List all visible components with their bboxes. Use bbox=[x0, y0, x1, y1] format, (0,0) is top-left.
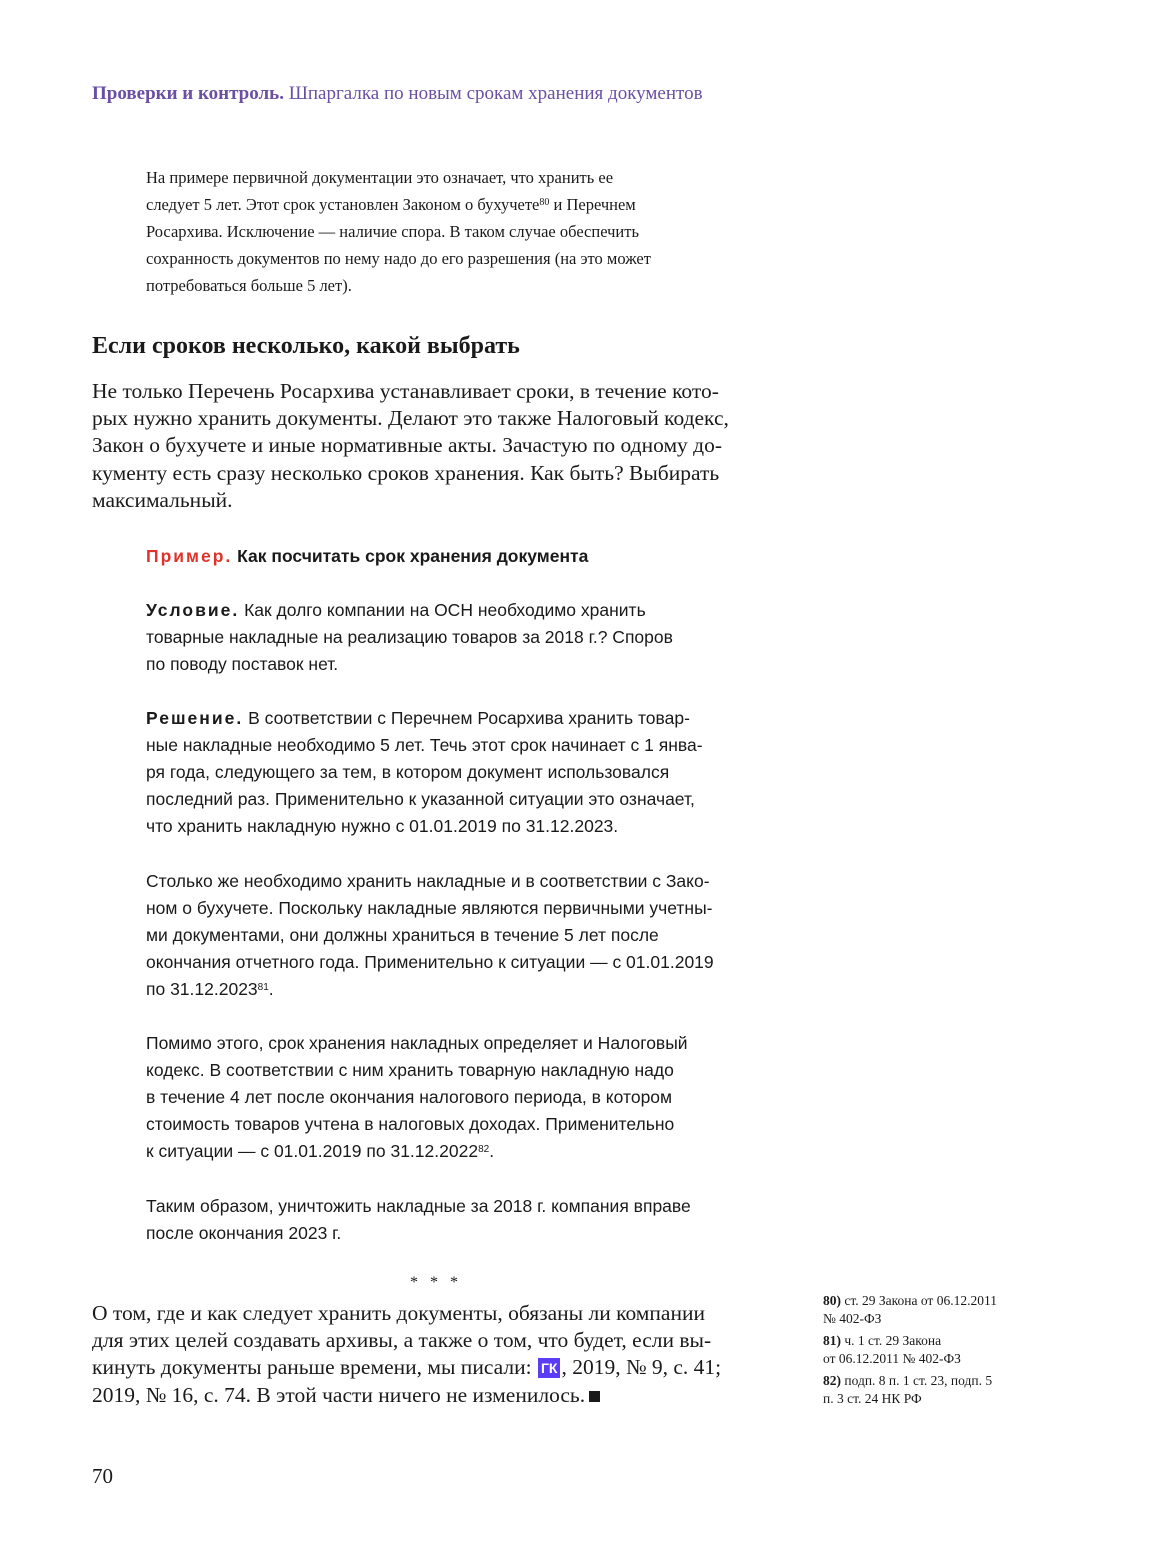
example-title bbox=[146, 543, 588, 570]
example-heading: Как посчитать срок хранения документа bbox=[237, 546, 589, 566]
text-line bbox=[92, 1354, 721, 1381]
text: кинуть документы раньше времени, мы писали: bbox=[92, 1355, 537, 1380]
closing-paragraph bbox=[92, 1300, 721, 1409]
text-line: окончания отчетного года. Применительно к ситуации — с 01.01.2019 bbox=[146, 952, 714, 972]
text-line: ми документами, они должны храниться в течение 5 лет после bbox=[146, 925, 659, 945]
text-line: для этих целей создавать архивы, а также о том, что будет, если вы- bbox=[92, 1328, 712, 1353]
text: ст. 29 Закона от 06.12.2011 bbox=[844, 1293, 997, 1308]
text: . bbox=[268, 979, 274, 999]
text: по 31.12.2023 bbox=[146, 979, 258, 999]
body-paragraph bbox=[92, 378, 729, 514]
text-line: Закон о бухучете и иные нормативные акты. Зачастую по одному до- bbox=[92, 433, 723, 458]
magazine-logo-icon[interactable]: ГК bbox=[538, 1358, 560, 1378]
text-line: Росархива. Исключение — наличие спора. В таком случае обеспечить bbox=[146, 222, 639, 241]
footnote-number: 81) bbox=[823, 1333, 841, 1348]
footnote-number: 82) bbox=[823, 1373, 841, 1388]
text: 2019, № 16, с. 74. В этой части ничего не изменилось. bbox=[92, 1382, 586, 1407]
example-paragraph-3 bbox=[146, 1030, 688, 1165]
text-line bbox=[146, 1138, 688, 1165]
text: п. 3 ст. 24 НК РФ bbox=[823, 1391, 922, 1406]
text-line: по поводу поставок нет. bbox=[146, 654, 339, 674]
section-name: Проверки и контроль. bbox=[92, 83, 284, 104]
section-heading: Если сроков несколько, какой выбрать bbox=[92, 333, 520, 359]
page-number: 70 bbox=[92, 1464, 113, 1488]
text-line: после окончания 2023 г. bbox=[146, 1223, 342, 1243]
text: к ситуации — с 01.01.2019 по 31.12.2022 bbox=[146, 1141, 479, 1161]
text-line: что хранить накладную нужно с 01.01.2019 по 31.12.2023. bbox=[146, 816, 619, 836]
text-line: Не только Перечень Росархива устанавливает сроки, в течение кото- bbox=[92, 379, 719, 403]
end-of-article-icon bbox=[589, 1391, 600, 1402]
running-header bbox=[92, 83, 703, 105]
example-paragraph-2 bbox=[146, 868, 714, 1003]
text: ч. 1 ст. 29 Закона bbox=[844, 1333, 942, 1348]
text-line: кументу есть сразу несколько сроков хранения. Как быть? Выбирать bbox=[92, 460, 720, 485]
text: , 2019, № 9, с. 41; bbox=[561, 1355, 722, 1380]
text-line: максимальный. bbox=[92, 487, 233, 512]
text-line bbox=[146, 191, 651, 218]
text-line: ря года, следующего за тем, в котором документ использовался bbox=[146, 762, 670, 782]
text-line: кодекс. В соответствии с ним хранить товарную накладную надо bbox=[146, 1060, 674, 1080]
condition-label: Условие. bbox=[146, 600, 240, 620]
text-line: Столько же необходимо хранить накладные и в соответствии с Зако- bbox=[146, 871, 710, 891]
intro-paragraph bbox=[146, 164, 651, 299]
text: . bbox=[489, 1141, 495, 1161]
text: от 06.12.2011 № 402-ФЗ bbox=[823, 1351, 961, 1366]
footnote-ref[interactable]: 81 bbox=[257, 982, 269, 993]
footnotes bbox=[823, 1292, 997, 1412]
text-line bbox=[146, 976, 714, 1003]
article-title: Шпаргалка по новым срокам хранения документов bbox=[288, 83, 703, 104]
example-conclusion bbox=[146, 1193, 691, 1247]
text-line: стоимость товаров учтена в налоговых доходах. Применительно bbox=[146, 1114, 675, 1134]
footnote-ref[interactable]: 82 bbox=[478, 1144, 490, 1155]
footnote-ref[interactable]: 80 bbox=[539, 197, 550, 208]
text-line: О том, где и как следует хранить документы, обязаны ли компании bbox=[92, 1301, 705, 1325]
text-line: потребоваться больше 5 лет). bbox=[146, 276, 352, 295]
text: подп. 8 п. 1 ст. 23, подп. 5 bbox=[844, 1373, 993, 1388]
text-line: последний раз. Применительно к указанной ситуации это означает, bbox=[146, 789, 695, 809]
example-label: Пример. bbox=[146, 546, 233, 566]
text-line: сохранность документов по нему надо до его разрешения (на это может bbox=[146, 249, 651, 268]
text-line: На примере первичной документации это означает, что хранить ее bbox=[146, 168, 614, 187]
text-line: ные накладные необходимо 5 лет. Течь этот срок начинает с 1 янва- bbox=[146, 735, 703, 755]
solution-label: Решение. bbox=[146, 708, 244, 728]
section-separator: * * * bbox=[410, 1274, 462, 1291]
text-line: товарные накладные на реализацию товаров за 2018 г.? Споров bbox=[146, 627, 673, 647]
footnote-82 bbox=[823, 1372, 997, 1408]
text-line: Помимо этого, срок хранения накладных определяет и Налоговый bbox=[146, 1033, 688, 1053]
text: следует 5 лет. Этот срок установлен Законом о бухучете bbox=[146, 195, 540, 214]
example-condition bbox=[146, 597, 673, 678]
text: В соответствии с Перечнем Росархива хранить товар- bbox=[248, 708, 690, 728]
text-line: Таким образом, уничтожить накладные за 2018 г. компания вправе bbox=[146, 1196, 691, 1216]
footnote-80 bbox=[823, 1292, 997, 1328]
text-line: ном о бухучете. Поскольку накладные являются первичными учетны- bbox=[146, 898, 713, 918]
text: Как долго компании на ОСН необходимо хранить bbox=[244, 600, 646, 620]
example-solution bbox=[146, 705, 703, 840]
text-line: рых нужно хранить документы. Делают это также Налоговый кодекс, bbox=[92, 406, 729, 431]
text: № 402-ФЗ bbox=[823, 1311, 882, 1326]
footnote-number: 80) bbox=[823, 1293, 841, 1308]
text-line: в течение 4 лет после окончания налогового периода, в котором bbox=[146, 1087, 673, 1107]
footnote-81 bbox=[823, 1332, 997, 1368]
text: и Перечнем bbox=[549, 195, 636, 214]
text-line bbox=[92, 1382, 721, 1409]
